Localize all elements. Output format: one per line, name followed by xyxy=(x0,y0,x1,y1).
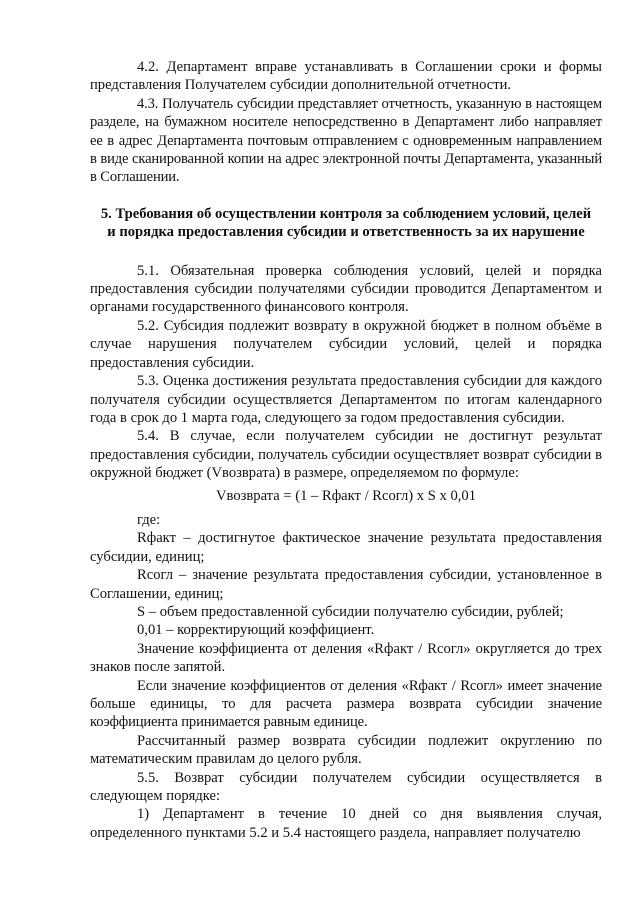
paragraph-5-2: 5.2. Субсидия подлежит возврату в окружной бюджет в полном объёме в случае нарушения получателем субсидии условий, целей и порядка предоставления субсидии. xyxy=(90,317,602,371)
definition-coefficient: 0,01 – корректирующий коэффициент. xyxy=(137,622,375,639)
paragraph-calc-rounding: Рассчитанный размер возврата субсидии подлежит округлению по математическим правилам до целого рубля. xyxy=(90,732,602,768)
where-label: где: xyxy=(137,511,161,528)
paragraph-5-3: 5.3. Оценка достижения результата предоставления субсидии для каждого получателя субсидии осуществляется Департаментом по итогам календарного года в срок до 1 марта года, следующего за годом предоставления субсидии. xyxy=(90,373,602,426)
paragraph-4-3: 4.3. Получатель субсидии представляет отчетность, указанную в настоящем разделе, на бумажном носителе непосредственно в Департамент либо направляет ее в адрес Департамента почтовым отправлением с одновременным направлением в виде сканированной копии на адрес электронной почты Департамента, указанный в Соглашении. xyxy=(90,95,602,186)
document-page xyxy=(90,58,602,842)
paragraph-5-1: 5.1. Обязательная проверка соблюдения условий, целей и порядка предоставления субсидии получателями субсидии проводится Департаментом и органами государственного финансового контроля. xyxy=(90,262,602,316)
section-5-heading-line-1: 5. Требования об осуществлении контроля за соблюдением условий, целей xyxy=(100,205,592,222)
definition-rfakt: Rфакт – достигнутое фактическое значение результата предоставления субсидии, единиц; xyxy=(90,530,602,565)
definition-s: S – объем предоставленной субсидии получателю субсидии, рублей; xyxy=(137,603,564,620)
paragraph-greater-than-one: Если значение коэффициентов от деления «Rфакт / Rсогл» имеет значение больше единицы, то для расчета размера возврата субсидии значение коэффициента принимается равным единице. xyxy=(90,677,602,731)
definition-rsogl: Rсогл – значение результата предоставления субсидии, установленное в Соглашении, единиц; xyxy=(90,567,602,602)
paragraph-rounding: Значение коэффициента от деления «Rфакт / Rсогл» округляется до трех знаков после запятой. xyxy=(90,640,602,676)
section-5-heading xyxy=(90,205,602,242)
paragraph-5-5-1: 1) Департамент в течение 10 дней со дня выявления случая, определенного пунктами 5.2 и 5.4 настоящего раздела, направляет получателю xyxy=(90,806,602,841)
section-5-heading-line-2: и порядка предоставления субсидии и ответственность за их нарушение xyxy=(107,224,585,241)
paragraph-4-2: 4.2. Департамент вправе устанавливать в Соглашении сроки и формы представления Получателем субсидии дополнительной отчетности. xyxy=(90,59,602,94)
refund-formula: Vвозврата = (1 – Rфакт / Rсогл) x S x 0,01 xyxy=(215,487,477,504)
paragraph-5-5: 5.5. Возврат субсидии получателем субсидии осуществляется в следующем порядке: xyxy=(90,769,602,805)
paragraph-5-4: 5.4. В случае, если получателем субсидии не достигнут результат предоставления субсидии, получатель субсидии осуществляет возврат субсидии в окружной бюджет (Vвозврата) в размере, определяемом по формуле: xyxy=(90,428,602,482)
